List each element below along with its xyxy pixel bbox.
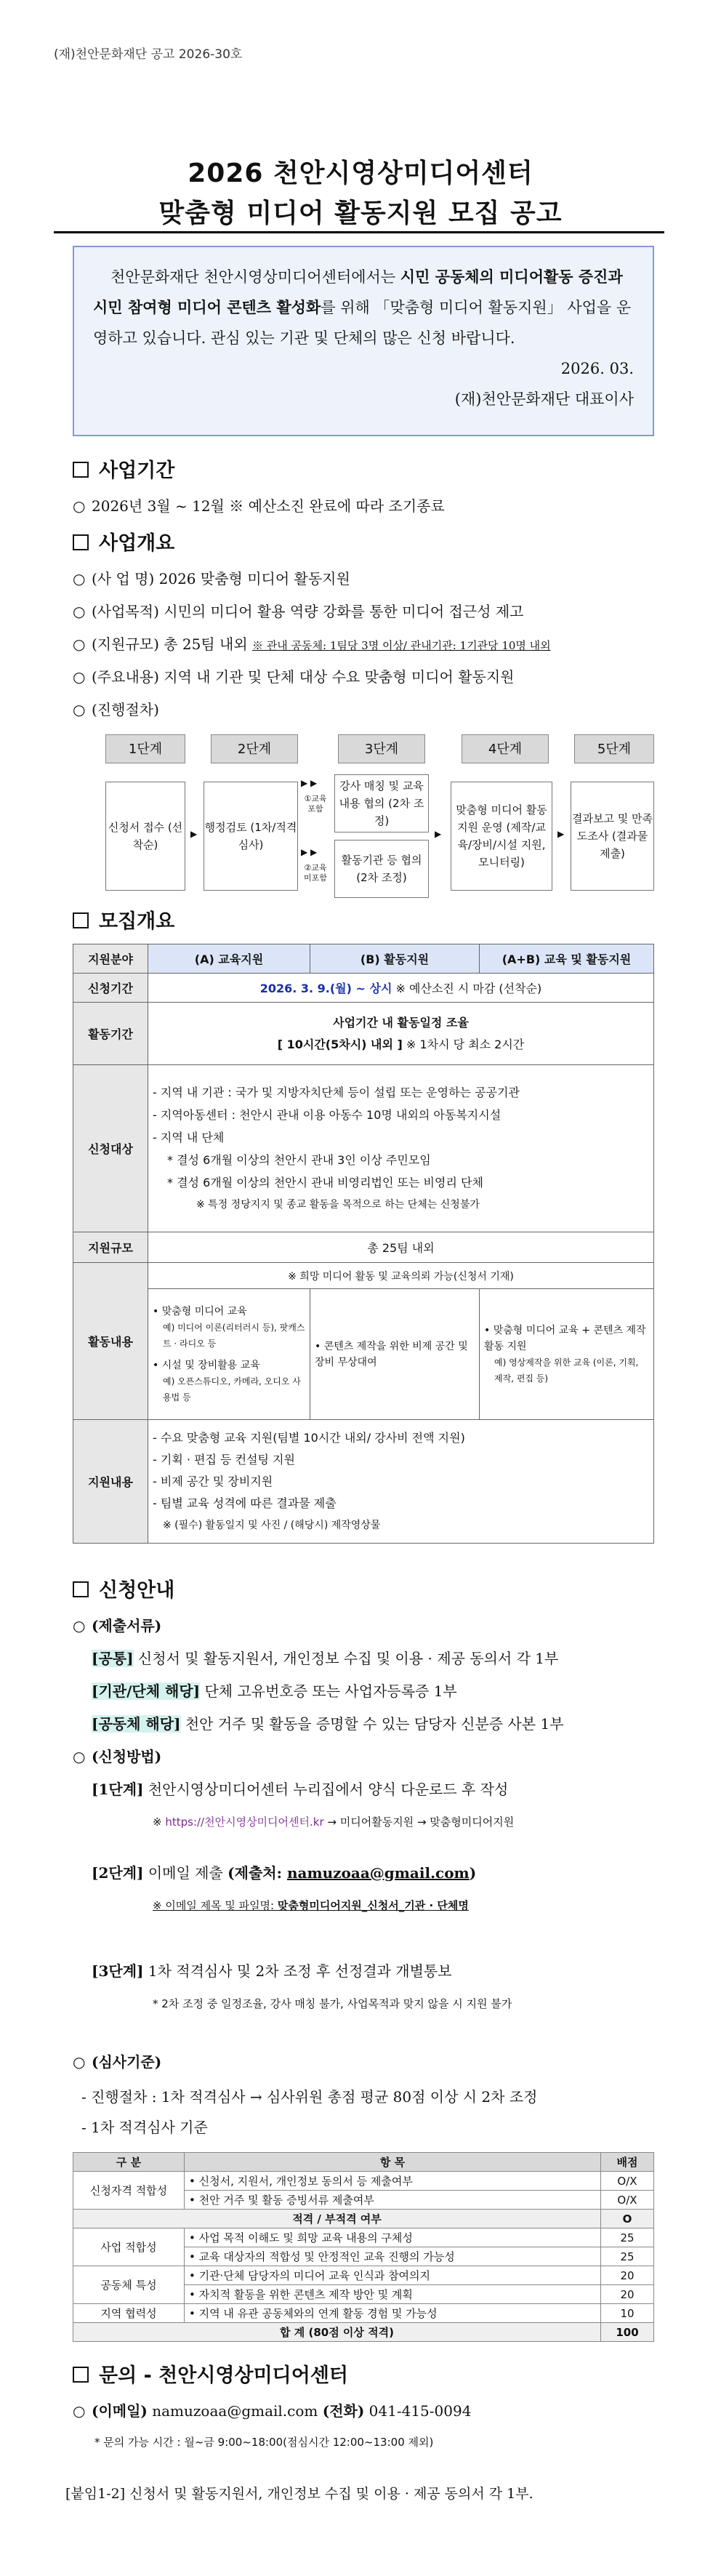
method-step-3-note: * 2차 조정 중 일정조율, 강사 매칭 불가, 사업목적과 맞지 않을 시 지원 불가 (153, 1997, 512, 2010)
crit-g2r2: • 교육 대상자의 적합성 및 안정적인 교육 진행의 가능성 (185, 2247, 601, 2266)
section-apply: 신청안내 (73, 1574, 174, 1602)
cell-field-ab: (A+B) 교육 및 활동지원 (480, 944, 654, 974)
cell-period-v: 2026. 3. 9.(월) ~ 상시 ※ 예산소진 시 마감 (선착순) (148, 974, 654, 1003)
crit-g1: 신청자격 적합성 (73, 2172, 185, 2210)
title-line-2: 맞춤형 미디어 활동지원 모집 공고 (158, 198, 563, 228)
crit-g1r2: • 천안 거주 및 활동 증빙서류 제출여부 (185, 2191, 601, 2210)
crit-h-item: 항 목 (185, 2153, 601, 2172)
process-box-2: 행정검토 (1차/적격심사) (204, 782, 298, 891)
square-bullet-icon (73, 534, 89, 550)
criteria-table (73, 2152, 654, 2342)
step-2: 2단계 (211, 734, 298, 763)
step-4: 4단계 (462, 734, 549, 763)
method-step-3: [3단계] 1차 적격심사 및 2차 조정 후 선정결과 개별통보 (92, 1962, 452, 1980)
arrow-right-icon: ▶ ▶ (301, 847, 318, 857)
intro-box (73, 246, 654, 436)
process-box-1: 신청서 접수 (선착순) (105, 782, 185, 891)
arrow-right-icon: ▶ (557, 829, 565, 839)
notice-number: (재)천안문화재단 공고 2026-30호 (54, 47, 243, 62)
cell-act-b: • 콘텐츠 제작을 위한 비제 공간 및 장비 무상대여 (310, 1289, 480, 1420)
criteria-title: ○ (심사기준) (73, 2053, 162, 2071)
intro-date: 2026. 03. (560, 360, 634, 377)
title-line-1: 2026 천안시영상미디어센터 (188, 159, 533, 188)
crit-total-score: 100 (601, 2323, 654, 2342)
recruit-table (73, 944, 654, 1544)
overview-scale: ○ (지원규모) 총 25팀 내외 ※ 관내 공동체: 1팀당 3명 이상/ 관내기관: 1기관당 10명 내외 (73, 635, 551, 653)
overview-process: ○ (진행절차) (73, 701, 159, 718)
cell-target-v: - 지역 내 기관 : 국가 및 지방자치단체 등이 설립 또는 운영하는 공공기관 - 지역아동센터 : 천안시 관내 이용 아동수 10명 내외의 아동복지시설 - 지역 내 단체 * 결성 6개월 이상의 천안시 관내 3인 이상 주민모임 * 결성 6개월 이상의 천안시 관내 비영리법인 또는 비영리 단체 ※ 특정 정당지지 및 종교 활동을 목적으로 하는 단체는 신청불가 (148, 1065, 654, 1232)
crit-total: 합 계 (80점 이상 적격) (73, 2323, 601, 2342)
no-edu-tag: ②교육 미포함 (304, 863, 327, 883)
cell-scale-v: 총 25팀 내외 (148, 1232, 654, 1263)
cell-field: 지원분야 (73, 944, 148, 974)
crit-g2r1: • 사업 목적 이해도 및 희망 교육 내용의 구체성 (185, 2228, 601, 2247)
step-1: 1단계 (105, 734, 185, 763)
crit-sub1: 적격 / 부적격 여부 (73, 2210, 601, 2228)
method-step-1: [1단계] 천안시영상미디어센터 누리집에서 양식 다운로드 후 작성 (92, 1781, 509, 1798)
method-step-2: [2단계] 이메일 제출 (제출처: namuzoaa@gmail.com) (92, 1864, 477, 1882)
cell-sup-v: - 수요 맞춤형 교육 지원(팀별 10시간 내외/ 강사비 전액 지원) - 기획 · 편집 등 컨설팅 지원 - 비제 공간 및 장비지원 - 팀별 교육 성격에 따른 결과물 제출 ※ (필수) 활동일지 및 사진 / (해당시) 제작영상물 (148, 1420, 654, 1544)
square-bullet-icon (73, 1581, 89, 1597)
section-overview: 사업개요 (73, 527, 174, 555)
doc-org: [기관/단체 해당] 단체 고유번호증 또는 사업자등록증 1부 (92, 1682, 457, 1700)
cell-act-ab: • 맞춤형 미디어 교육 + 콘텐츠 제작 활동 지원 예) 영상제작을 위한 교육 (이론, 기획, 제작, 편집 등) (480, 1289, 654, 1420)
crit-h-group: 구 분 (73, 2153, 185, 2172)
cell-scale-h: 지원규모 (73, 1232, 148, 1263)
process-box-3b: 활동기관 등 협의 (2차 조정) (334, 840, 429, 898)
overview-purpose: ○ (사업목적) 시민의 미디어 활용 역량 강화를 통한 미디어 접근성 제고 (73, 603, 524, 620)
criteria-process: - 진행절차 : 1차 적격심사 → 심사위원 총점 평균 80점 이상 시 2차 조정 (81, 2088, 538, 2106)
submit-email-link[interactable]: namuzoaa@gmail.com (286, 1864, 470, 1882)
crit-g3: 공동체 특성 (73, 2266, 185, 2304)
crit-g2r1-score: 25 (601, 2228, 654, 2247)
crit-g1r1: • 신청서, 지원서, 개인정보 동의서 등 제출여부 (185, 2172, 601, 2191)
arrow-right-icon: ▶ (190, 829, 198, 839)
arrow-right-icon: ▶ (435, 829, 442, 839)
process-box-3a: 강사 매칭 및 교육 내용 협의 (2차 조정) (334, 774, 429, 832)
cell-act-note: ※ 희망 미디어 활동 및 교육의뢰 가능(신청서 기재) (148, 1263, 654, 1289)
overview-name: ○ (사 업 명) 2026 맞춤형 미디어 활동지원 (73, 570, 350, 587)
arrow-right-icon: ▶ ▶ (301, 778, 318, 788)
method-step-2-note: ※ 이메일 제목 및 파일명: 맞춤형미디어지원_신청서_기관 · 단체명 (153, 1899, 469, 1912)
crit-sub1-score: O (601, 2210, 654, 2228)
doc-common: [공통] 신청서 및 활동지원서, 개인정보 수집 및 이용 · 제공 동의서 각 1부 (92, 1650, 559, 1667)
crit-h-score: 배점 (601, 2153, 654, 2172)
crit-g1r2-score: O/X (601, 2191, 654, 2210)
crit-g4r1: • 지역 내 유관 공동체와의 연계 활동 경험 및 가능성 (185, 2304, 601, 2323)
overview-content: ○ (주요내용) 지역 내 기관 및 단체 대상 수요 맞춤형 미디어 활동지원 (73, 668, 515, 686)
cell-field-b: (B) 활동지원 (310, 944, 480, 974)
cell-active-v: 사업기간 내 활동일정 조율 [ 10시간(5차시) 내외 ] ※ 1차시 당 최소 2시간 (148, 1003, 654, 1065)
crit-g3r1-score: 20 (601, 2266, 654, 2285)
edu-tag: ①교육 포함 (304, 794, 327, 814)
crit-g3r2-score: 20 (601, 2285, 654, 2304)
square-bullet-icon (73, 912, 89, 928)
crit-g3r1: • 기관·단체 담당자의 미디어 교육 인식과 참여의지 (185, 2266, 601, 2285)
crit-g4: 지역 협력성 (73, 2304, 185, 2323)
cell-sup-h: 지원내용 (73, 1420, 148, 1544)
intro-body: 천안문화재단 천안시영상미디어센터에서는 시민 공동체의 미디어활동 증진과 시민 참여형 미디어 콘텐츠 활성화를 위해 「맞춤형 미디어 활동지원」 사업을 운영하고 있습니다. 관심 있는 기관 및 단체의 많은 신청 바랍니다. (93, 268, 632, 347)
method-step-1-note: ※ https://천안시영상미디어센터.kr → 미디어활동지원 → 맞춤형미디어지원 (153, 1815, 515, 1829)
cell-active-h: 활동기간 (73, 1003, 148, 1065)
step-3: 3단계 (338, 734, 425, 763)
cell-period-h: 신청기간 (73, 974, 148, 1003)
cell-act-h: 활동내용 (73, 1263, 148, 1420)
process-box-5: 결과보고 및 만족도조사 (결과물 제출) (571, 782, 654, 891)
process-box-4: 맞춤형 미디어 활동지원 운영 (제작/교육/장비/시설 지원, 모니터링) (451, 782, 552, 891)
contact-hours: * 문의 가능 시간 : 월~금 9:00~18:00(점심시간 12:00~13:00 제외) (94, 2436, 434, 2449)
intro-org: (재)천안문화재단 대표이사 (454, 390, 634, 408)
cell-act-a: • 맞춤형 미디어 교육 예) 미디어 이론(리터러시 등), 팟캐스트 · 라디오 등 • 시설 및 장비활용 교육 예) 오픈스튜디오, 카메라, 오디오 사용법 등 (148, 1289, 310, 1420)
contact-line: ○ (이메일) namuzoaa@gmail.com (전화) 041-415-0094 (73, 2402, 472, 2420)
doc-community: [공동체 해당] 천안 거주 및 활동을 증명할 수 있는 담당자 신분증 사본 1부 (92, 1715, 564, 1733)
square-bullet-icon (73, 2367, 89, 2383)
title-rule (54, 231, 664, 233)
homepage-link[interactable]: https://천안시영상미디어센터.kr (165, 1815, 324, 1829)
criteria-first: - 1차 적격심사 기준 (81, 2119, 208, 2136)
crit-g2: 사업 적합성 (73, 2228, 185, 2266)
crit-g1r1-score: O/X (601, 2172, 654, 2191)
crit-g3r2: • 자치적 활동을 위한 콘텐츠 제작 방안 및 계획 (185, 2285, 601, 2304)
method-title: ○ (신청방법) (73, 1748, 162, 1765)
period-text: ○ 2026년 3월 ~ 12월 ※ 예산소진 완료에 따라 조기종료 (73, 497, 445, 515)
section-recruit: 모집개요 (73, 905, 174, 934)
section-contact: 문의 - 천안시영상미디어센터 (73, 2359, 348, 2388)
step-5: 5단계 (574, 734, 654, 763)
cell-target-h: 신청대상 (73, 1065, 148, 1232)
crit-g4r1-score: 10 (601, 2304, 654, 2323)
section-period: 사업기간 (73, 454, 174, 483)
contact-tel: 041-415-0094 (364, 2402, 472, 2420)
cell-field-a: (A) 교육지원 (148, 944, 310, 974)
contact-email[interactable]: namuzoaa@gmail.com (147, 2402, 323, 2420)
square-bullet-icon (73, 462, 89, 478)
attachment-note: [붙임1-2] 신청서 및 활동지원서, 개인정보 수집 및 이용 · 제공 동의서 각 1부. (65, 2486, 533, 2502)
docs-title: ○ (제출서류) (73, 1617, 162, 1634)
crit-g2r2-score: 25 (601, 2247, 654, 2266)
